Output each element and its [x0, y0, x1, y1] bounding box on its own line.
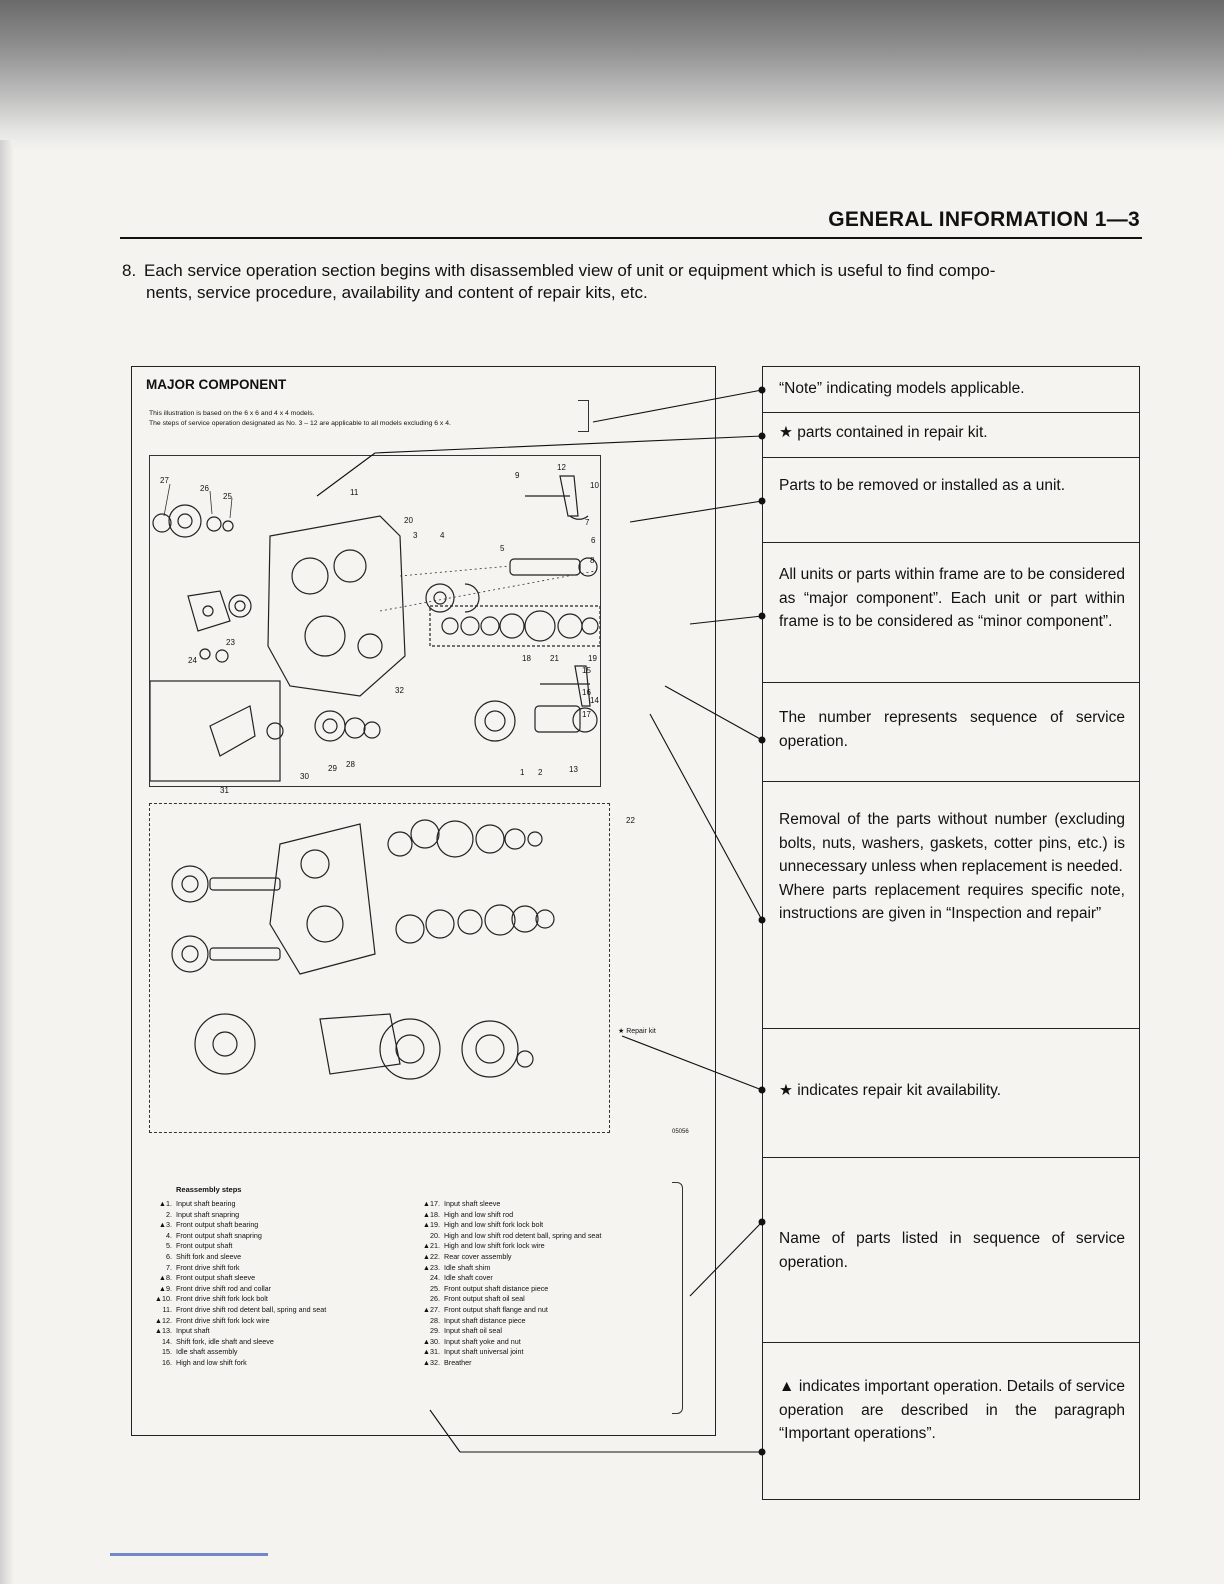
step-number: ▲30. [422, 1336, 440, 1346]
step-number: 20. [430, 1230, 440, 1240]
step-text: Front output shaft oil seal [444, 1294, 525, 1304]
steps-bracket [672, 1182, 683, 1414]
reassembly-step [418, 1252, 601, 1263]
callout-removal-parts: Removal of the parts without number (excluding bolts, nuts, washers, gaskets, cotter pins, etc.) is unnecessary unless when replacement is needed. Where parts replacement requires specific note, instructions are given in “Inspection and repair” [763, 782, 1139, 1029]
step-number: ▲23. [422, 1262, 440, 1272]
step-text: High and low shift rod [444, 1209, 514, 1219]
step-number: 16. [162, 1357, 172, 1367]
step-text: High and low shift fork lock wire [444, 1241, 545, 1251]
step-number: ▲19. [422, 1220, 440, 1230]
step-number: ▲27. [422, 1304, 440, 1314]
step-text: Idle shaft cover [444, 1273, 493, 1283]
step-text: Front output shaft [176, 1241, 233, 1251]
part-number: 17 [582, 710, 591, 719]
intro-paragraph [122, 260, 1142, 304]
figure-note [149, 409, 451, 429]
intro-number: 8. [122, 261, 137, 280]
step-number: 25. [430, 1283, 440, 1293]
step-text: High and low shift fork lock bolt [444, 1220, 544, 1230]
step-number: 14. [162, 1336, 172, 1346]
reassembly-step [150, 1358, 326, 1369]
reassembly-step [150, 1273, 326, 1284]
step-text: Front drive shift rod and collar [176, 1283, 272, 1293]
exploded-view-lower [149, 803, 610, 1133]
figure-note-line-2: The steps of service operation designated as No. 3 – 12 are applicable to all models excluding 6 x 4. [149, 420, 451, 427]
reassembly-step [150, 1305, 326, 1316]
reassembly-step [418, 1316, 601, 1327]
reassembly-step [150, 1294, 326, 1305]
step-number: 4. [166, 1230, 172, 1240]
part-number: 3 [413, 531, 418, 540]
step-number: ▲12. [154, 1315, 172, 1325]
reassembly-step [418, 1294, 601, 1305]
reassembly-step [418, 1199, 601, 1210]
step-text: Shift fork and sleeve [176, 1251, 242, 1261]
step-text: Input shaft bearing [176, 1199, 236, 1208]
step-text: Front output shaft snapring [176, 1230, 262, 1240]
part-number: 10 [590, 481, 599, 490]
part-number: 5 [500, 544, 505, 553]
callout-sequence-number: The number represents sequence of service operation. [763, 683, 1139, 782]
part-number: 13 [569, 765, 578, 774]
part-number: 26 [200, 484, 209, 493]
step-number: ▲32. [422, 1357, 440, 1367]
step-text: Input shaft [176, 1326, 210, 1336]
reassembly-step [150, 1231, 326, 1242]
part-number: 8 [590, 556, 595, 565]
reassembly-step [418, 1326, 601, 1337]
reassembly-step [150, 1263, 326, 1274]
step-text: Front output shaft bearing [176, 1220, 259, 1230]
part-number: 32 [395, 686, 404, 695]
part-number: 19 [588, 654, 597, 663]
step-number: 28. [430, 1315, 440, 1325]
part-number: 4 [440, 531, 445, 540]
reassembly-step [418, 1263, 601, 1274]
reassembly-step [150, 1252, 326, 1263]
step-text: Front output shaft distance piece [444, 1283, 549, 1293]
step-text: Input shaft universal joint [444, 1347, 524, 1357]
figure-title: MAJOR COMPONENT [146, 377, 287, 392]
reassembly-step [150, 1199, 326, 1210]
step-number: ▲18. [422, 1209, 440, 1219]
blue-pen-mark [110, 1553, 268, 1556]
step-text: Input shaft distance piece [444, 1315, 526, 1325]
part-number: 22 [626, 816, 635, 825]
reassembly-steps-left [150, 1199, 326, 1369]
scan-shadow-top [0, 0, 1224, 150]
step-text: Front drive shift fork [176, 1262, 240, 1272]
step-number: 26. [430, 1294, 440, 1304]
step-text: Breather [444, 1357, 472, 1367]
callout-repair-kit-availability: ★ indicates repair kit availability. [763, 1029, 1139, 1158]
reassembly-step [418, 1210, 601, 1221]
reassembly-step [418, 1337, 601, 1348]
part-number: 20 [404, 516, 413, 525]
part-number: 6 [591, 536, 596, 545]
step-text: Idle shaft shim [444, 1262, 491, 1272]
part-number: 29 [328, 764, 337, 773]
step-text: High and low shift rod detent ball, spring and seat [444, 1230, 602, 1240]
step-number: ▲31. [422, 1347, 440, 1357]
step-text: Input shaft yoke and nut [444, 1336, 521, 1346]
step-text: Input shaft sleeve [444, 1199, 501, 1208]
step-text: Rear cover assembly [444, 1251, 512, 1261]
step-number: 29. [430, 1326, 440, 1336]
reassembly-step [150, 1241, 326, 1252]
repair-kit-label: ★ Repair kit [618, 1028, 656, 1035]
reassembly-step [418, 1305, 601, 1316]
intro-line-2: nents, service procedure, availability and content of repair kits, etc. [146, 283, 648, 302]
part-number: 12 [557, 463, 566, 472]
step-number: ▲17. [422, 1199, 440, 1208]
step-text: Input shaft snapring [176, 1209, 240, 1219]
part-number: 15 [582, 666, 591, 675]
step-number: ▲13. [154, 1326, 172, 1336]
exploded-view-upper [149, 455, 601, 795]
callout-parts-sequence: Name of parts listed in sequence of service operation. [763, 1158, 1139, 1343]
reassembly-step [150, 1210, 326, 1221]
step-text: High and low shift fork [176, 1357, 247, 1367]
part-number: 24 [188, 656, 197, 665]
part-number: 30 [300, 772, 309, 781]
part-number: 27 [160, 476, 169, 485]
reassembly-step [150, 1220, 326, 1231]
step-text: Front drive shift rod detent ball, spring and seat [176, 1304, 327, 1314]
exploded-view-upper-drawing [150, 456, 600, 786]
step-text: Idle shaft assembly [176, 1347, 238, 1357]
reassembly-step [150, 1326, 326, 1337]
step-number: ▲3. [158, 1220, 172, 1230]
step-number: 2. [166, 1209, 172, 1219]
reassembly-step [418, 1273, 601, 1284]
scan-shadow-left [0, 140, 14, 1584]
step-number: ▲10. [154, 1294, 172, 1304]
reassembly-step [150, 1347, 326, 1358]
header-rule [120, 237, 1142, 239]
step-number: ▲8. [158, 1273, 172, 1283]
part-number: 25 [223, 492, 232, 501]
callout-unit-parts: Parts to be removed or installed as a unit. [763, 458, 1139, 543]
step-number: 6. [166, 1251, 172, 1261]
step-number: 11. [162, 1304, 172, 1314]
figure-code: 05056 [672, 1129, 689, 1135]
step-number: 24. [430, 1273, 440, 1283]
reassembly-step [418, 1220, 601, 1231]
part-number: 21 [550, 654, 559, 663]
major-component-figure [131, 366, 716, 1436]
part-number: 2 [538, 768, 543, 777]
step-number: ▲22. [422, 1251, 440, 1261]
callout-major-minor: All units or parts within frame are to be considered as “major component”. Each unit or part within frame is to be considered as “minor component”. [763, 543, 1139, 683]
step-text: Front drive shift fork lock bolt [176, 1294, 268, 1304]
reassembly-step [418, 1241, 601, 1252]
callout-note-models: “Note” indicating models applicable. [763, 367, 1139, 413]
step-text: Shift fork, idle shaft and sleeve [176, 1336, 274, 1346]
callout-important-operation: ▲ indicates important operation. Details of service operation are described in the paragraph “Important operations”. [779, 1378, 1125, 1442]
callout-repair-kit-parts: ★ parts contained in repair kit. [763, 413, 1139, 458]
part-number: 18 [522, 654, 531, 663]
figure-note-line-1: This illustration is based on the 6 x 6 and 4 x 4 models. [149, 410, 315, 417]
reassembly-step [418, 1231, 601, 1242]
part-number: 14 [590, 696, 599, 705]
step-text: Input shaft oil seal [444, 1326, 502, 1336]
flange-part [153, 514, 171, 532]
part-number: 7 [585, 518, 590, 527]
intro-line-1: Each service operation section begins with disassembled view of unit or equipment which is useful to find compo- [144, 261, 996, 280]
step-number: 7. [166, 1262, 172, 1272]
step-number: 15. [162, 1347, 172, 1357]
step-text: Front output shaft sleeve [176, 1273, 256, 1283]
callout-column [762, 366, 1140, 1500]
reassembly-step [418, 1284, 601, 1295]
step-text: Front output shaft flange and nut [444, 1304, 548, 1314]
part-number: 16 [582, 688, 591, 697]
part-number: 11 [350, 488, 359, 497]
part-number: 23 [226, 638, 235, 647]
reassembly-step [418, 1347, 601, 1358]
reassembly-steps-title: Reassembly steps [176, 1185, 242, 1194]
step-number: ▲9. [158, 1283, 172, 1293]
part-number: 9 [515, 471, 520, 480]
page-header-title: GENERAL INFORMATION 1—3 [828, 208, 1140, 231]
reassembly-step [150, 1284, 326, 1295]
part-number: 28 [346, 760, 355, 769]
note-bracket [578, 400, 589, 432]
part-number: 1 [520, 768, 525, 777]
reassembly-step [150, 1337, 326, 1348]
exploded-view-lower-drawing [150, 804, 609, 1132]
step-text: Front drive shift fork lock wire [176, 1315, 270, 1325]
part-number: 31 [220, 786, 229, 795]
step-number: ▲21. [422, 1241, 440, 1251]
reassembly-steps-right [418, 1199, 601, 1369]
step-number: ▲1. [158, 1199, 172, 1208]
step-number: 5. [166, 1241, 172, 1251]
reassembly-step [150, 1316, 326, 1327]
reassembly-step [418, 1358, 601, 1369]
